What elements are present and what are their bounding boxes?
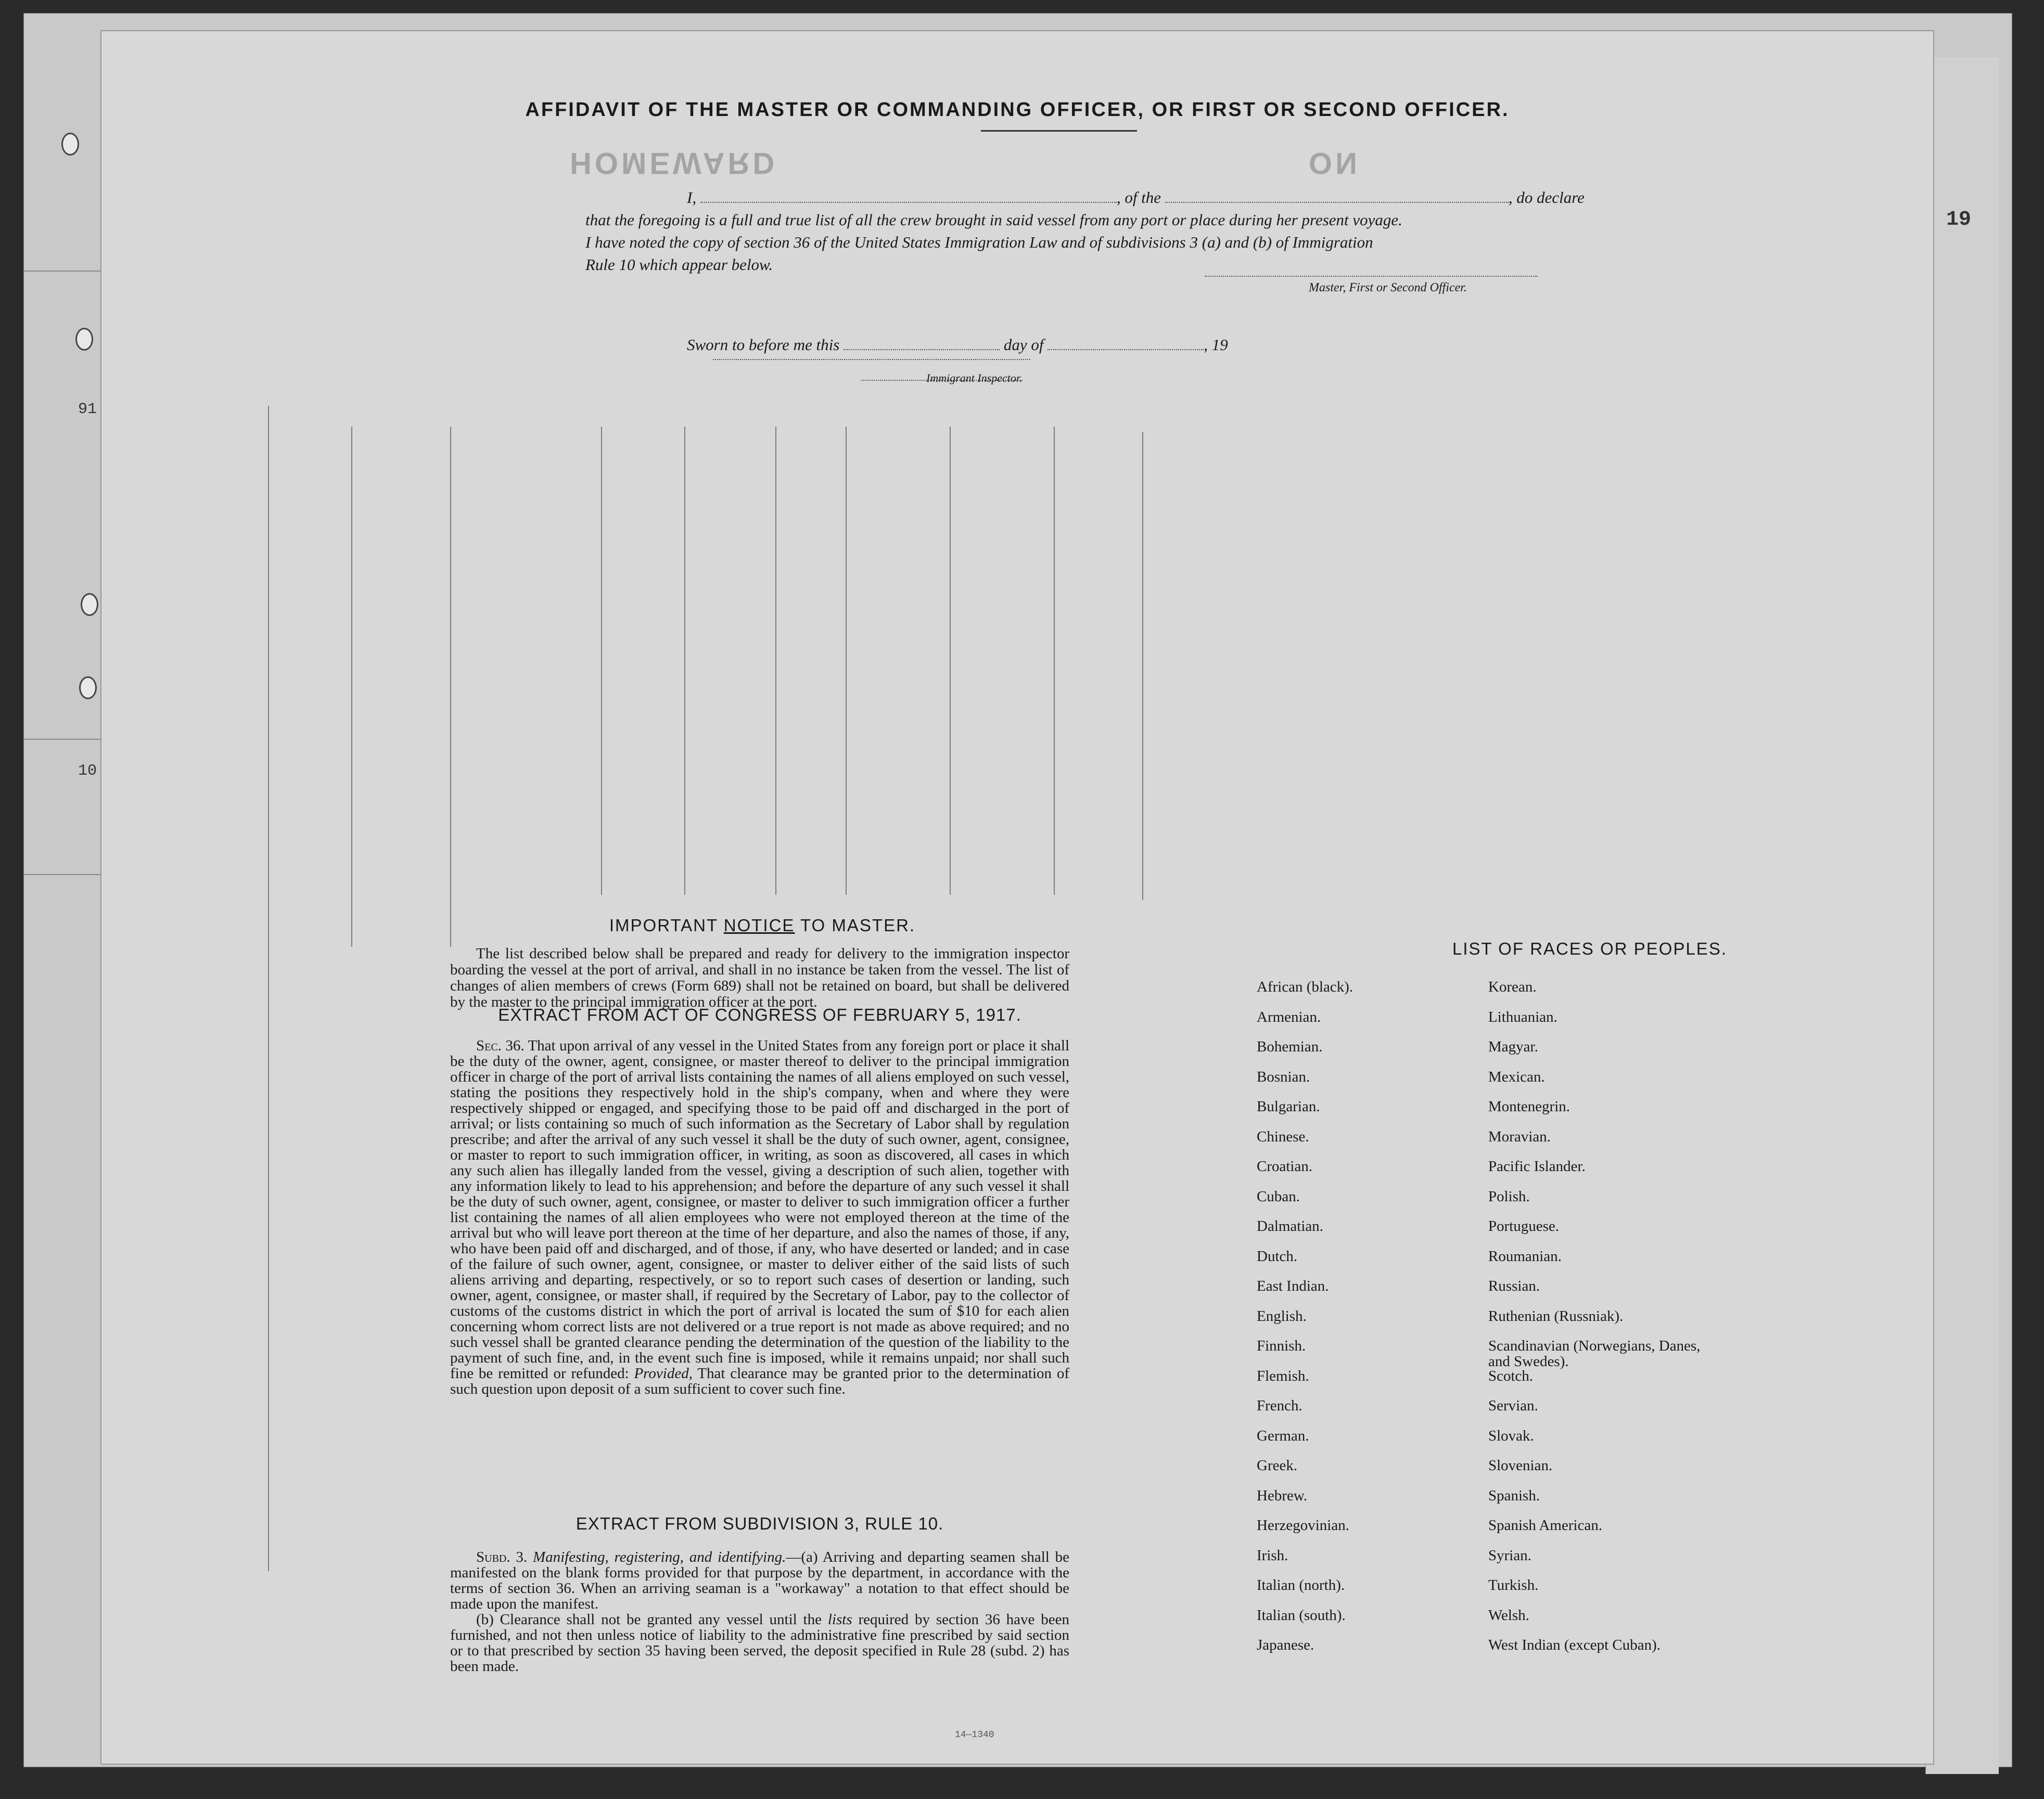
extract-rule-title: EXTRACT FROM SUBDIVISION 3, RULE 10. [576, 1514, 944, 1533]
race-item: German. [1257, 1427, 1309, 1444]
subdivision-heading: Manifesting, registering, and identifying. [532, 1549, 786, 1565]
notice-title-word: NOTICE [723, 916, 795, 935]
race-item: Korean. [1488, 979, 1537, 995]
race-item: Bulgarian. [1257, 1098, 1320, 1115]
races-title: LIST OF RACES OR PEOPLES. [1452, 939, 1728, 958]
race-item: African (black). [1257, 979, 1353, 995]
day-of-label: day of [1003, 336, 1044, 354]
race-item: Syrian. [1488, 1547, 1531, 1564]
affidavit-line-1 [585, 186, 1647, 209]
underlying-rule [23, 739, 107, 740]
form-number: 14—1340 [955, 1730, 994, 1740]
races-left-column [1257, 979, 1353, 1667]
race-item: Mexican. [1488, 1068, 1545, 1085]
race-item: Welsh. [1488, 1607, 1530, 1624]
sworn-text: Sworn to before me this [687, 336, 840, 354]
sworn-day-field[interactable] [844, 338, 1000, 350]
column-rule [684, 427, 685, 895]
column-rule [950, 427, 951, 895]
affidavit-do-declare: , do declare [1508, 188, 1585, 207]
inspector-signature-field[interactable] [713, 358, 1030, 360]
races-right-column [1488, 979, 1722, 1667]
race-item: Portuguese. [1488, 1218, 1560, 1235]
sworn-line [687, 336, 1228, 354]
race-item: Slovak. [1488, 1427, 1534, 1444]
provided-word: Provided, [634, 1365, 693, 1382]
race-item: West Indian (except Cuban). [1488, 1637, 1661, 1653]
column-rule [268, 406, 269, 1571]
race-item: Irish. [1257, 1547, 1288, 1564]
column-rule [351, 427, 352, 947]
race-item: Russian. [1488, 1278, 1540, 1294]
section-36-text: That upon arrival of any vessel in the United States from any foreign port or place it shall be the duty of the owner, agent, consignee, or master thereof to deliver to the principal immigration officer in charge of the port of arrival lists containing the names of all aliens employed on such vessel, stating the positions they respectively hold in the ship's company, when and where they were respectively shipped or engaged, and specifying those to be paid off and discharged in the port of arrival; or lists containing so much of such information as the Secretary of Labor shall by regulation prescribe; and after the arrival of any such vessel it shall be the duty of such owner, agent, consignee, or master to report to such immigration officer, in writing, as soon as discovered, all cases in which any such alien has illegally landed from the vessel, giving a description of such alien, together with any information likely to lead to his apprehension; and before the departure of any such vessel it shall be the duty of such owner, agent, consignee, or master to deliver to such immigration officer a further list containing the names of all alien employees who were not employed thereon at the time of the arrival but who will leave port thereon at the time of her departure, and also the names of those, if any, who have been paid off and discharged, and of those, if any, who have deserted or landed; and in case of the failure of such owner, agent, consignee, or master to deliver either of the said lists of such aliens arriving and departing, respectively, or so to report such cases of desertion or landing, such owner, agent, consignee, or master shall, if required by the Secretary of Labor, pay to the collector of customs of the customs district in which the port of arrival is located the sum of $10 for each alien concerning whom correct lists are not delivered or a true report is not made as above required; and no such vessel shall be granted clearance pending the determination of the question of the liability to the payment of such fine, and, in the event such fine is imposed, while it remains unpaid; nor shall such fine be remitted or refunded: [450, 1037, 1069, 1382]
notice-title-word: MASTER. [832, 916, 916, 935]
notice-title [445, 916, 1080, 935]
race-item: Montenegrin. [1488, 1098, 1570, 1115]
margin-number-top-right: 19 [1946, 208, 1972, 232]
master-signature-field[interactable] [1205, 275, 1538, 277]
race-item: Japanese. [1257, 1637, 1314, 1653]
race-item: Polish. [1488, 1188, 1530, 1205]
race-item: Herzegovinian. [1257, 1517, 1349, 1534]
race-item: Dalmatian. [1257, 1218, 1324, 1235]
column-rule [1054, 427, 1055, 895]
race-item: Finnish. [1257, 1338, 1306, 1354]
race-item: Pacific Islander. [1488, 1158, 1586, 1175]
underlying-rule [23, 874, 107, 875]
year-label: , 19 [1204, 336, 1228, 354]
vessel-field[interactable] [1165, 190, 1509, 203]
affidavit-i: I, [687, 188, 697, 207]
paragraph-b-lists: lists [827, 1611, 852, 1628]
race-item: Hebrew. [1257, 1487, 1308, 1504]
notice-title-word: IMPORTANT [609, 916, 718, 935]
race-item: English. [1257, 1307, 1307, 1325]
race-item: Lithuanian. [1488, 1008, 1557, 1025]
race-item: Spanish American. [1488, 1517, 1603, 1534]
race-item: Spanish. [1488, 1487, 1540, 1504]
bleed-through: ON [1309, 146, 1360, 180]
affidavit-line-4: Rule 10 which appear below. [585, 255, 773, 274]
name-field[interactable] [700, 190, 1117, 203]
margin-number-left-a: 91 [78, 401, 97, 418]
race-item: Armenian. [1257, 1008, 1321, 1025]
race-item: Cuban. [1257, 1188, 1300, 1205]
affidavit-title: AFFIDAVIT OF THE MASTER OR COMMANDING OFFICER, OR FIRST OR SECOND OFFICER. [525, 99, 1510, 121]
column-rule [601, 427, 602, 895]
race-item: Magyar. [1488, 1038, 1538, 1055]
notice-title-word: TO [800, 916, 826, 935]
race-item: Bohemian. [1257, 1038, 1323, 1055]
race-item: Scandinavian (Norwegians, Danes, and Swedes). [1488, 1338, 1701, 1370]
bleed-through: HOMEWARD [570, 146, 778, 180]
column-rule [450, 427, 451, 947]
section-label: Sec. 36. [476, 1037, 525, 1054]
underlying-rule [23, 271, 107, 272]
race-item: Croatian. [1257, 1158, 1313, 1175]
affidavit-line-2: that the foregoing is a full and true list of all the crew brought in said vessel from any port or place during her present voyage. [585, 211, 1402, 229]
extract-act-body [450, 1038, 1069, 1397]
extract-rule-body [450, 1549, 1069, 1674]
race-item: Flemish. [1257, 1367, 1309, 1384]
race-item: Scotch. [1488, 1367, 1534, 1384]
column-rule [846, 427, 847, 895]
race-item: Italian (south). [1257, 1607, 1346, 1624]
binder-hole [75, 328, 93, 351]
paragraph-b-start: (b) Clearance shall not be granted any vessel until the [476, 1611, 822, 1628]
race-item: Servian. [1488, 1397, 1538, 1414]
race-item: Greek. [1257, 1457, 1298, 1474]
column-rule [775, 427, 776, 895]
race-item: Bosnian. [1257, 1068, 1310, 1085]
race-item: Chinese. [1257, 1128, 1309, 1145]
underlying-page-edge [1925, 57, 1999, 1774]
margin-number-left-b: 10 [78, 762, 97, 780]
binder-hole [79, 676, 97, 699]
column-rule [1142, 432, 1143, 900]
race-item: Dutch. [1257, 1248, 1298, 1265]
extract-act-title: EXTRACT FROM ACT OF CONGRESS OF FEBRUARY 5, 1917. [498, 1005, 1021, 1024]
section-36-end: That clearance may be granted prior to the determination of such question upon deposit of a sum sufficient to cover such fine. [450, 1365, 1070, 1397]
race-item: Italian (north). [1257, 1577, 1345, 1594]
notice-body: The list described below shall be prepared and ready for delivery to the immigration inspector boarding the vessel at the port of arrival, and shall in no instance be taken from the vessel. The list of changes of alien members of crews (Form 689) shall not be retained on board, but shall be delivered by the master to the principal immigration officer at the port. [450, 945, 1069, 1010]
paragraph-b-end: required by section 36 have been furnished, and not then unless notice of liability to the administrative fine prescribed by said section or to that prescribed by section 35 having been served, the deposit specified in Rule 28 (subd. 2) has been made. [450, 1611, 1070, 1675]
race-item: French. [1257, 1397, 1302, 1414]
inspector-label: Immigrant Inspector. [926, 371, 1023, 384]
affidavit-of-the: , of the [1116, 188, 1161, 207]
race-item: Ruthenian (Russniak). [1488, 1307, 1624, 1325]
master-signature-label: Master, First or Second Officer. [1309, 281, 1467, 294]
paragraph-a: —(a) Arriving and departing seamen shall be manifested on the blank forms provided for that purpose by the department, in accordance with the terms of section 36. When an arriving seaman is a "workaway" a notation to that effect should be made upon the manifest. [450, 1549, 1070, 1612]
manifest-back-page [101, 31, 1933, 1764]
affidavit-line-3: I have noted the copy of section 36 of the United States Immigration Law and of subdivisions 3 (a) and (b) of Immigration [585, 233, 1373, 251]
sworn-month-field[interactable] [1047, 338, 1204, 350]
race-item: Roumanian. [1488, 1248, 1562, 1265]
binder-hole [81, 593, 98, 616]
title-underline [981, 130, 1137, 132]
race-item: Slovenian. [1488, 1457, 1553, 1474]
binder-hole [61, 133, 79, 156]
affidavit-body [585, 186, 1647, 276]
race-item: Moravian. [1488, 1128, 1551, 1145]
race-item: Turkish. [1488, 1577, 1539, 1594]
subdivision-label: Subd. 3. [476, 1549, 528, 1565]
race-item: East Indian. [1257, 1278, 1329, 1294]
